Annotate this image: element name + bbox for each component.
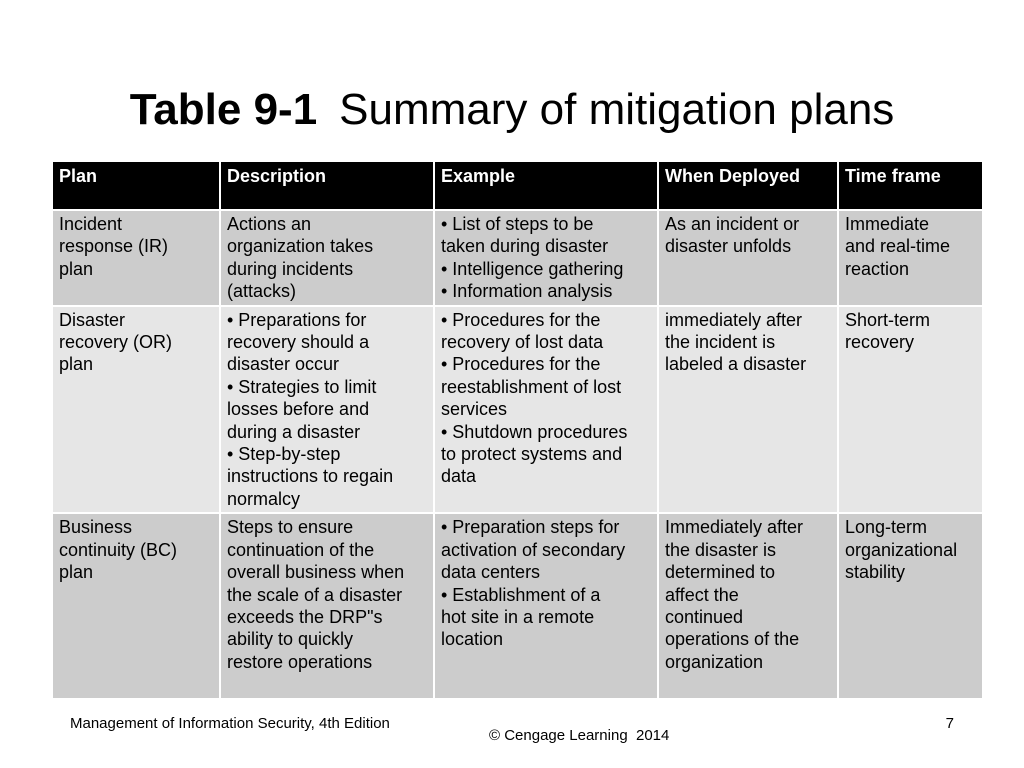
cell-line: disaster occur [227, 354, 340, 375]
cell-line: losses before and [227, 399, 370, 420]
cell-line: organization [665, 651, 764, 672]
cell-when-deployed [658, 210, 838, 306]
cell-plan [52, 210, 220, 306]
cell-line: and real-time [845, 236, 951, 257]
cell-line: recovery [845, 332, 915, 353]
cell-line: Immediate [845, 214, 930, 234]
cell-example [434, 513, 658, 699]
header-time-frame: Time frame [838, 161, 983, 210]
table-row [52, 306, 983, 514]
cell-line: • Preparations for [227, 309, 367, 330]
cell-line: • Procedures for the [441, 309, 601, 330]
cell-line: organizational [845, 539, 958, 560]
cell-line: stability [845, 562, 906, 583]
cell-plan [52, 306, 220, 514]
header-description: Description [220, 161, 434, 210]
cell-line: services [441, 399, 508, 420]
cell-line: response (IR) [59, 236, 169, 257]
cell-when-deployed [658, 306, 838, 514]
cell-line: Disaster [59, 309, 126, 330]
cell-description [220, 513, 434, 699]
cell-line: affect the [665, 584, 739, 605]
cell-line: • Strategies to limit [227, 376, 377, 397]
cell-line: ability to quickly [227, 629, 354, 650]
cell-line: data [441, 466, 477, 487]
cell-line: hot site in a remote [441, 606, 595, 627]
header-when-deployed: When Deployed [658, 161, 838, 210]
cell-line: organization takes [227, 236, 374, 257]
cell-line: recovery should a [227, 332, 370, 353]
cell-line: Incident [59, 214, 123, 234]
cell-line: the disaster is [665, 539, 777, 560]
footer-book-title: Management of Information Security, 4th Edition [70, 715, 390, 732]
cell-line: Business [59, 517, 133, 538]
cell-line: during incidents [227, 258, 354, 279]
page-number: 7 [945, 715, 954, 732]
cell-line: continuation of the [227, 539, 375, 560]
cell-line: restore operations [227, 651, 373, 672]
cell-time-frame [838, 210, 983, 306]
cell-line: determined to [665, 562, 776, 583]
cell-line: • Shutdown procedures [441, 421, 628, 442]
table-row [52, 210, 983, 306]
cell-line: instructions to regain [227, 466, 394, 487]
cell-line: immediately after [665, 309, 803, 330]
cell-line: recovery of lost data [441, 332, 604, 353]
header-plan: Plan [52, 161, 220, 210]
cell-line: continued [665, 606, 744, 627]
cell-time-frame [838, 513, 983, 699]
cell-line: • Step-by-step [227, 444, 341, 465]
table-row [52, 513, 983, 699]
cell-line: plan [59, 562, 94, 583]
cell-line: Immediately after [665, 517, 804, 538]
cell-line: plan [59, 258, 94, 279]
cell-description [220, 210, 434, 306]
cell-line: normalcy [227, 488, 301, 509]
cell-line: disaster unfolds [665, 236, 792, 257]
cell-line: plan [59, 354, 94, 375]
cell-line: As an incident or [665, 214, 800, 234]
slide-title [0, 84, 1024, 136]
cell-line: reestablishment of lost [441, 376, 622, 397]
cell-line: the scale of a disaster [227, 584, 403, 605]
cell-example [434, 210, 658, 306]
cell-line: overall business when [227, 562, 405, 583]
cell-line: to protect systems and [441, 444, 623, 465]
cell-example [434, 306, 658, 514]
cell-line: • Preparation steps for [441, 517, 620, 538]
cell-plan [52, 513, 220, 699]
cell-time-frame [838, 306, 983, 514]
cell-line: recovery (OR) [59, 332, 173, 353]
cell-line: Long-term [845, 517, 928, 538]
cell-description [220, 306, 434, 514]
cell-line: Steps to ensure [227, 517, 354, 538]
cell-line: • Information analysis [441, 281, 613, 302]
cell-line: • Procedures for the [441, 354, 601, 375]
cell-line: exceeds the DRP"s [227, 606, 383, 627]
cell-line: reaction [845, 258, 910, 279]
table-number: Table 9-1 [129, 85, 318, 134]
cell-line: labeled a disaster [665, 354, 807, 375]
cell-when-deployed [658, 513, 838, 699]
cell-line: • Establishment of a [441, 584, 601, 605]
table-header-row [52, 161, 983, 210]
cell-line: Short-term [845, 309, 931, 330]
cell-line: data centers [441, 562, 541, 583]
cell-line: taken during disaster [441, 236, 609, 257]
cell-line: continuity (BC) [59, 539, 178, 560]
cell-line: • List of steps to be [441, 214, 594, 234]
cell-line: operations of the [665, 629, 800, 650]
cell-line: location [441, 629, 504, 650]
cell-line: (attacks) [227, 281, 297, 302]
footer-copyright: © Cengage Learning 2014 [489, 727, 670, 744]
cell-line: • Intelligence gathering [441, 258, 624, 279]
cell-line: Actions an [227, 214, 312, 234]
table-caption: Summary of mitigation plans [339, 85, 895, 134]
cell-line: activation of secondary [441, 539, 626, 560]
mitigation-plans-table [51, 160, 984, 700]
cell-line: the incident is [665, 332, 776, 353]
header-example: Example [434, 161, 658, 210]
cell-line: during a disaster [227, 421, 361, 442]
